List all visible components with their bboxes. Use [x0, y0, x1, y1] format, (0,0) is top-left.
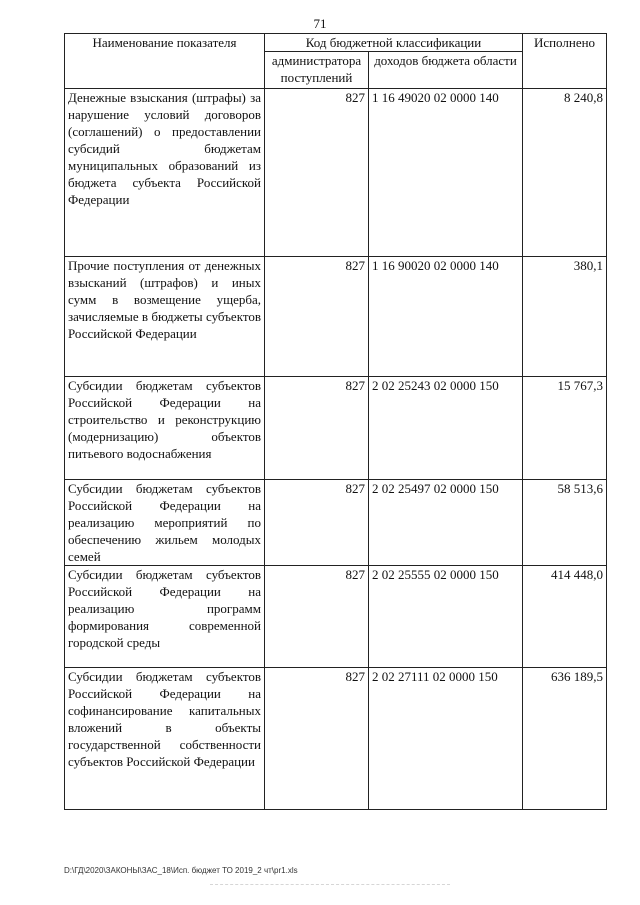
- header-admin-code: администратора поступлений: [265, 52, 369, 89]
- row-admin-code: 827: [265, 257, 369, 377]
- table-row: [65, 89, 607, 257]
- row-admin-code: 827: [265, 377, 369, 480]
- row-executed-amount: 8 240,8: [523, 89, 607, 257]
- table-row: [65, 257, 607, 377]
- header-executed: Исполнено: [523, 34, 607, 89]
- row-executed-amount: 58 513,6: [523, 480, 607, 566]
- header-row: [65, 34, 607, 52]
- table-row: [65, 377, 607, 480]
- row-executed-amount: 380,1: [523, 257, 607, 377]
- table-row: [65, 668, 607, 810]
- row-indicator-name: Субсидии бюджетам субъектов Российской Федерации на строительство и реконструкцию (модернизацию) объектов питьевого водоснабжения: [65, 377, 265, 480]
- row-indicator-name: Прочие поступления от денежных взысканий (штрафов) и иных сумм в возмещение ущерба, зачисляемые в бюджеты субъектов Российской Федерации: [65, 257, 265, 377]
- header-indicator-name: Наименование показателя: [65, 34, 265, 89]
- row-indicator-name: Субсидии бюджетам субъектов Российской Федерации на реализацию мероприятий по обеспечению жильем молодых семей: [65, 480, 265, 566]
- budget-table: [64, 33, 607, 810]
- row-executed-amount: 15 767,3: [523, 377, 607, 480]
- row-indicator-name: Субсидии бюджетам субъектов Российской Федерации на реализацию программ формирования современной городской среды: [65, 566, 265, 668]
- header-revenue-code: доходов бюджета области: [369, 52, 523, 89]
- row-admin-code: 827: [265, 89, 369, 257]
- scan-artifact-line: [210, 884, 450, 888]
- row-executed-amount: 414 448,0: [523, 566, 607, 668]
- row-revenue-code: 2 02 25497 02 0000 150: [369, 480, 523, 566]
- table-row: [65, 480, 607, 566]
- row-revenue-code: 2 02 27111 02 0000 150: [369, 668, 523, 810]
- row-revenue-code: 2 02 25243 02 0000 150: [369, 377, 523, 480]
- header-budget-code: Код бюджетной классификации: [265, 34, 523, 52]
- row-executed-amount: 636 189,5: [523, 668, 607, 810]
- row-admin-code: 827: [265, 566, 369, 668]
- page-number: 71: [313, 16, 327, 31]
- row-revenue-code: 2 02 25555 02 0000 150: [369, 566, 523, 668]
- row-admin-code: 827: [265, 668, 369, 810]
- row-indicator-name: Денежные взыскания (штрафы) за нарушение условий договоров (соглашений) о предоставлении субсидий бюджетам муниципальных образований из бюджета субъекта Российской Федерации: [65, 89, 265, 257]
- row-indicator-name: Субсидии бюджетам субъектов Российской Федерации на софинансирование капитальных вложений в объекты государственной собственности субъектов Российской Федерации: [65, 668, 265, 810]
- file-path-footer: D:\ГД\2020\ЗАКОНЫ\ЗАС_18\Исп. бюджет ТО 2019_2 чт\pr1.xls: [64, 866, 298, 875]
- row-revenue-code: 1 16 90020 02 0000 140: [369, 257, 523, 377]
- table-row: [65, 566, 607, 668]
- row-admin-code: 827: [265, 480, 369, 566]
- row-revenue-code: 1 16 49020 02 0000 140: [369, 89, 523, 257]
